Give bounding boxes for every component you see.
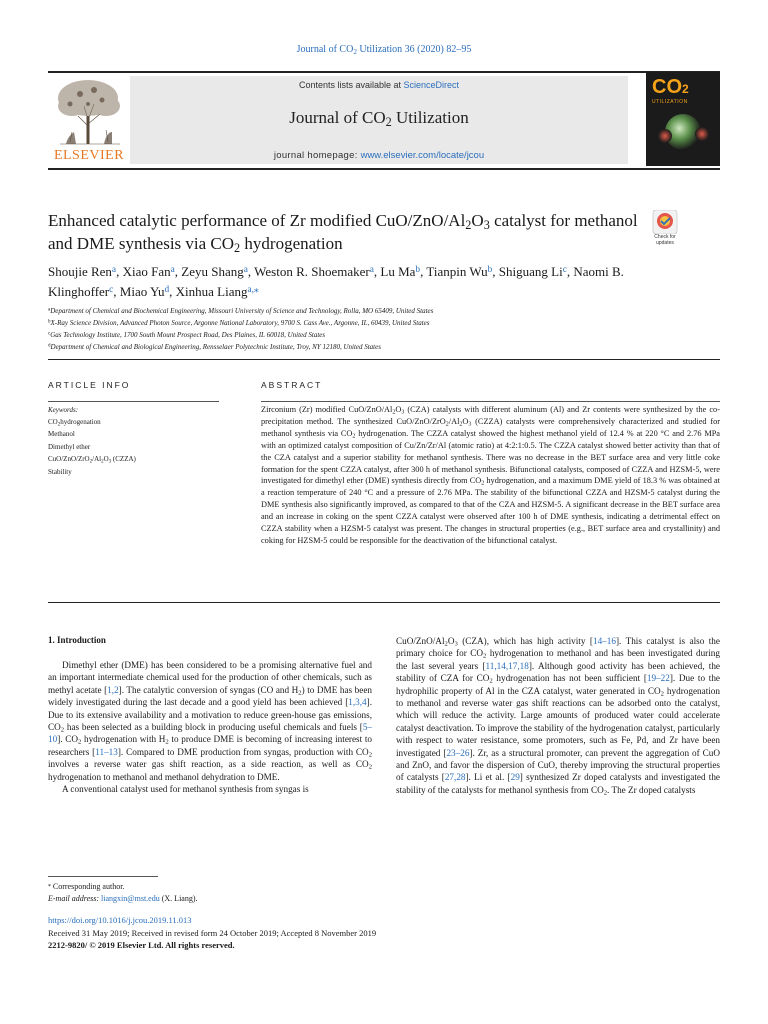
author-affiliation-mark[interactable]: a,⁎: [247, 284, 259, 295]
reference-link[interactable]: 23–26: [446, 747, 470, 758]
keyword: Methanol: [48, 430, 75, 439]
reference-link[interactable]: 11–13: [95, 746, 118, 757]
paragraph: A conventional catalyst used for methanol synthesis from syngas is: [62, 784, 309, 795]
affiliation-mark: d: [48, 343, 51, 349]
author-affiliation-mark[interactable]: a: [111, 264, 117, 275]
divider: [48, 359, 720, 360]
journal-cover-image[interactable]: [646, 72, 720, 166]
keyword: Dimethyl ether: [48, 442, 91, 451]
affiliation-text: Department of Chemical and Biochemical Engineering, Missouri University of Science and Technology, Rolla, MO 65409, United States: [50, 307, 434, 315]
affiliation-text: X-Ray Science Division, Advanced Photon Source, Argonne National Laboratory, 9700 S. Cass Ave., Argonne, IL, 60439, United States: [50, 319, 430, 327]
email-link[interactable]: liangxin@mst.edu: [101, 894, 160, 903]
reference-link[interactable]: 1,2: [107, 684, 119, 695]
reference-link[interactable]: 11,14,17,18: [485, 660, 529, 671]
journal-homepage: journal homepage: www.elsevier.com/locate/jcou: [273, 150, 485, 161]
reference-link[interactable]: 5–10: [48, 722, 372, 745]
abstract-text: Zirconium (Zr) modified CuO/$ZnO/Al_2O_3$ (CZA) catalysts with different aluminum (Al) and Zr contents were synthesized by the co-precipitation method. The synthesized CuO/$ZnO/ZrO_2/Al_2O_3$ (CZZA) catalysts were comprehensively characterized and studied for methanol synthesis via $CO_2$ hydrogenation. The CZZA catalyst showed the highest methanol yield of 12.4 % at 220 °C and 2.76 MPa with an optimized catalyst composition of Cu/Zn/Zr/Al (atomic ratio) at 4:2:1:0.5. The CZZA catalyst showed better activity than that of the CZA catalyst and a superior stability for methanol synthesis. There was no decrease in the BET surface area and very little coke formation for the spent CZZA catalyst, after 300 h of methanol synthesis. Bifunctional catalysts, composed of CZZA and HZSM-5, were investigated for dimethyl ether (DME) synthesis directly from $CO_2$ hydrogenation, and a maximum DME yield of 18.3 % was obtained at a reaction temperature of 240 °C and a pressure of 2.76 MPa. The stability of the bifunctional CZZA and HZSM-5 catalyst during the DME synthesis also significantly improved, as compared to that of the CZA and HZSM-5. A significant decrease in the BET surface area and an increase in coking on the spent CZZA catalyst were observed after 100 h of DME synthesis, indicating a detrimental effect on CZZA stability when a HZSM-5 catalyst was present. The changes in structural properties (e.g., BET surface area and crystallinity) and coking for HZSM-5 could be responsible for the deactivation of the bifunctional catalyst.: [261, 405, 720, 545]
divider: [261, 401, 720, 402]
author-name[interactable]: Naomi B. Klinghoffer: [48, 264, 624, 299]
paragraph: CuO/$ZnO/Al_2O_3$ (CZA), which has high activity [14–16]. This catalyst is also the primary choice for $CO_2$ hydrogenation to methanol and has been investigated during the last several years [11,14,17,18]. Although good activity has been achieved, the stability of CZA for $CO_2$ hydrogenation has not been sufficient [19–22]. Due to the hydrophilic property of Al in the CZA catalyst, water generated in $CO_2$ hydrogenation to methanol and reverse water gas shift reactions can be adsorbed onto the catalyst, which will reduce the activity. Large amounts of produced water could accelerate catalyst deactivation. To improve the stability of the hydrogenation catalyst, particularly with respect to water resistance, some promoters, such as Fe, Pd, and Zr have been investigated [23–26]. Zr, as a structural promoter, can prevent the aggregation of CuO and ZnO, and favor the dispersion of CuO, thereby improving the structural properties of catalysts [27,28]. Li et al. [29] synthesized Zr doped catalysts and investigated the stability of the catalysts for methanol synthesis from $CO_2$. The Zr doped catalysts: [396, 636, 720, 797]
author-name[interactable]: Xinhua Liang: [175, 284, 248, 299]
author-affiliation-mark[interactable]: d: [164, 284, 170, 295]
author-affiliation-mark[interactable]: a: [369, 264, 374, 275]
affiliation-list: [48, 305, 688, 353]
author-name[interactable]: Lu Ma: [380, 264, 416, 279]
keywords-label: Keywords:: [48, 406, 79, 414]
masthead-top-rule: [48, 71, 720, 73]
received-dates: Received 31 May 2019; Received in revised form 24 October 2019; Accepted 8 November 2019: [48, 928, 377, 938]
abstract-heading: ABSTRACT: [261, 380, 323, 390]
reference-link[interactable]: 19–22: [646, 673, 670, 684]
masthead-bottom-rule: [48, 168, 720, 170]
article-title: Enhanced catalytic performance of Zr modified CuO/$ZnO/Al_2O_3$ catalyst for methanol and DME synthesis via $CO_2$ hydrogenation: [48, 211, 638, 256]
affiliation: [48, 305, 688, 317]
body-column-left: [48, 659, 372, 795]
elsevier-wordmark: ELSEVIER: [53, 148, 125, 163]
author-affiliation-mark[interactable]: b: [415, 264, 421, 275]
keyword: CuO/$ZnO/ZrO_2/Al_2O_3$ (CZZA): [48, 455, 136, 465]
author-name[interactable]: Shiguang Li: [498, 264, 563, 279]
author-affiliation-mark[interactable]: a: [243, 264, 248, 275]
doi-link[interactable]: https://doi.org/10.1016/j.jcou.2019.11.013: [48, 915, 192, 925]
reference-link[interactable]: 14–16: [592, 636, 616, 646]
divider: [48, 602, 720, 603]
author-name[interactable]: Xiao Fan: [122, 264, 171, 279]
author-affiliation-mark[interactable]: a: [170, 264, 175, 275]
elsevier-logo[interactable]: [48, 76, 130, 164]
affiliation-text: Department of Chemical and Biological Engineering, Rensselaer Polytechnic Institute, Troy, NY 12180, United States: [50, 343, 381, 351]
journal-homepage-link[interactable]: www.elsevier.com/locate/jcou: [360, 150, 485, 161]
affiliation: [48, 329, 688, 341]
author-name[interactable]: Weston R. Shoemaker: [254, 264, 370, 279]
keyword: $CO_2hydrogenation$: [48, 418, 101, 428]
affiliation-mark: b: [48, 319, 51, 325]
reference-link[interactable]: 29: [510, 772, 520, 783]
article-info-heading: ARTICLE INFO: [48, 380, 131, 390]
affiliation-text: Gas Technology Institute, 1700 South Mount Prospect Road, Des Plaines, IL 60018, United States: [50, 331, 326, 339]
author-name[interactable]: Shoujie Ren: [48, 264, 112, 279]
affiliation: [48, 341, 688, 353]
affiliation: [48, 317, 688, 329]
author-list: Shoujie Ren$^a$, Xiao Fan$^a$, Zeyu Shang$^a$, Weston R. Shoemaker$^a$, Lu Ma$^b$, Tianpin Wu$^b$, Shiguang Li$^c$, Naomi B. Klinghoffer$^c$, Miao Yu$^d$, Xinhua Liang$^{a,⁎}$: [48, 264, 624, 299]
journal-name: Journal of $CO_2$ Utilization: [289, 108, 469, 130]
affiliation-mark: c: [48, 331, 51, 337]
affiliation-mark: a: [48, 307, 51, 313]
section-heading-introduction: 1. Introduction: [48, 635, 106, 645]
keyword: Stability: [48, 467, 72, 476]
author-name[interactable]: Miao Yu: [119, 284, 165, 299]
footnote-divider: [48, 876, 158, 877]
elsevier-tree-icon: [50, 76, 128, 146]
crossmark-icon: [645, 210, 685, 234]
author-name[interactable]: Tianpin Wu: [426, 264, 488, 279]
cover-sphere-graphic: [656, 110, 710, 154]
sciencedirect-link[interactable]: ScienceDirect: [403, 80, 460, 90]
reference-link[interactable]: 27,28: [444, 772, 466, 783]
author-affiliation-mark[interactable]: b: [487, 264, 493, 275]
author-affiliation-mark[interactable]: c: [562, 264, 567, 275]
author-name[interactable]: Zeyu Shang: [181, 264, 244, 279]
journal-citation[interactable]: Journal of $CO_2$ Utilization 36 (2020) 82–95: [296, 44, 472, 56]
reference-link[interactable]: 1,3,4: [348, 697, 367, 708]
body-column-right: [396, 635, 720, 796]
author-affiliation-mark[interactable]: c: [109, 284, 114, 295]
divider: [48, 401, 219, 402]
cover-title: CO2: [652, 76, 689, 98]
paragraph: Dimethyl ether (DME) has been considered to be a promising alternative fuel and an important intermediate chemical used for the production of other chemicals, such as methyl acetate [1,2]. The catalytic conversion of syngas (CO and $H_2$) to DME has been widely investigated during the last decade and a good yield has been achieved [1,3,4]. Due to its extensive availability and a motivation to reduce green-house gas emissions, $CO_2$ has been selected as a building block in producing useful chemicals and fuels [5–10]. $CO_2$ hydrogenation with $H_2$ to produce DME is becoming of increasing interest to researchers [11–13]. Compared to DME production from syngas, production with $CO_2$ involves a reverse water gas shift reaction, as a side reaction, as well as $CO_2$ hydrogenation to methanol and methanol dehydration to DME.: [48, 660, 373, 782]
contents-line: Contents lists available at ScienceDirect: [298, 80, 460, 90]
check-for-updates-badge[interactable]: Check for updates: [645, 210, 685, 250]
keyword-list: [48, 416, 218, 478]
issn-copyright: 2212-9820/ © 2019 Elsevier Ltd. All rights reserved.: [48, 940, 235, 950]
corresponding-author-footnote: ⁎ Corresponding author. E-mail address: liangxin@mst.edu (X. Liang).: [48, 882, 198, 903]
cover-caption: UTILIZATION: [652, 99, 688, 105]
